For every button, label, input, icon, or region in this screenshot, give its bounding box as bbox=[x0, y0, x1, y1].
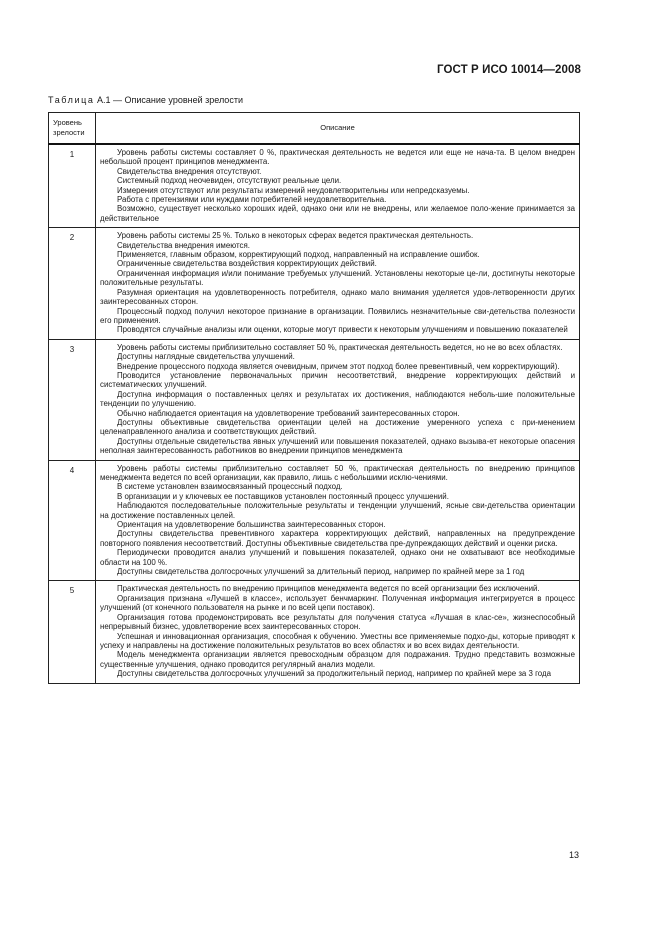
maturity-level-cell: 5 bbox=[49, 581, 96, 683]
caption-title: Описание уровней зрелости bbox=[124, 95, 243, 105]
description-paragraph: Ограниченные свидетельства воздействия корректирующих действий. bbox=[117, 259, 377, 269]
description-paragraph: Уровень работы системы 25 %. Только в некоторых сферах ведется практическая деятельность. bbox=[117, 231, 474, 241]
description-paragraph: Обычно наблюдается ориентация на удовлетворение требований заинтересованных сторон. bbox=[117, 408, 460, 418]
description-paragraph: Работа с претензиями или нуждами потребителей неудовлетворительна. bbox=[117, 195, 387, 205]
caption-number: А.1 — bbox=[94, 95, 125, 105]
maturity-level-cell: 3 bbox=[49, 339, 96, 460]
description-paragraph: Уровень работы системы приблизительно составляет 50 %, практическая деятельность ведется, но не во всех областях. bbox=[117, 342, 563, 352]
maturity-level-cell: 4 bbox=[49, 460, 96, 581]
column-header-level-line1: Уровень bbox=[53, 118, 82, 127]
maturity-level-cell: 2 bbox=[49, 228, 96, 339]
description-paragraph: Разумная ориентация на удовлетворенность потребителя, однако мало внимания уделяется удов-летворенности других заинтересованных сторон. bbox=[100, 287, 575, 307]
description-paragraph: Уровень работы системы приблизительно составляет 50 %, практическая деятельность по внедрению принципов менеджмента ведется по всей организации, как правило, лишь с небольшими исклю-чениями. bbox=[100, 463, 575, 482]
description-cell bbox=[96, 228, 580, 339]
description-paragraph: Ориентация на удовлетворение большинства заинтересованных сторон. bbox=[117, 520, 386, 530]
page-number: 13 bbox=[568, 850, 579, 860]
description-paragraph: Проводятся случайные анализы или оценки, которые могут привести к некоторым улучшениям и повышению показателей bbox=[117, 325, 568, 335]
description-paragraph: В организации и у ключевых ее поставщиков установлен постоянный процесс улучшений. bbox=[117, 491, 449, 501]
description-paragraph: В системе установлен взаимосвязанный процессный подход. bbox=[117, 482, 343, 492]
description-paragraph: Организация готова продемонстрировать все результаты для получения статуса «Лучшая в клас-се», жизнеспособный непрерывный бизнес, удовлетворение всех заинтересованных сторон. bbox=[100, 612, 575, 632]
table-row bbox=[49, 581, 580, 683]
description-paragraph: Проводится установление первоначальных причин несоответствий, внедрение корректирующих действий и систематических улучшений. bbox=[100, 370, 575, 390]
description-paragraph: Доступны объективные свидетельства ориентации целей на достижение умеренного успеха с при-менением целенаправленного анализа и соответствующих действий. bbox=[100, 417, 575, 437]
table-row bbox=[49, 228, 580, 339]
table-header-row bbox=[49, 113, 580, 145]
description-paragraph: Успешная и инновационная организация, способная к обучению. Уместны все применяемые подхо-ды, которые приводят к успеху и направлены на достижение положительных результатов во всех областях и во всех видах деятельности. bbox=[100, 631, 575, 650]
description-paragraph: Доступны отдельные свидетельства явных улучшений или повышения показателей, однако вызыва-ет некоторые опасения неполная заинтересованность работников во внедрении принципов менеджмента bbox=[100, 436, 575, 456]
description-paragraph: Наблюдаются последовательные положительные результаты и тенденции улучшений, ясные сви-детельства ориентации на достижение поставленных целей. bbox=[100, 501, 575, 520]
description-paragraph: Возможно, существует несколько хороших идей, однако они или не внедрены, или желаемое поло-жение принимается за действительное bbox=[100, 204, 575, 223]
description-paragraph: Уровень работы системы составляет 0 %, практическая деятельность не ведется или еще не нача-та. В целом внедрен небольшой процент принципов менеджмента. bbox=[100, 148, 575, 167]
description-paragraph: Свидетельства внедрения имеются. bbox=[117, 240, 250, 250]
description-cell bbox=[96, 581, 580, 683]
description-paragraph: Модель менеджмента организации является превосходным образцом для подражания. Трудно представить возможные существенные улучшения, однако проводится регулярный анализ модели. bbox=[100, 650, 575, 669]
description-paragraph: Периодически проводится анализ улучшений и повышения показателей, однако они не охватывают все необходимые области на 100 %. bbox=[100, 548, 575, 567]
description-paragraph: Организация признана «Лучшей в классе», использует бенчмаркинг. Полученная информация интегрируется в процесс улучшений (от конечного пользователя на рынке и по всей цепи поставок). bbox=[100, 593, 575, 613]
description-paragraph: Процессный подход получил некоторое признание в организации. Появились незначительные сви-детельства полезности его применения. bbox=[100, 306, 575, 325]
description-paragraph: Свидетельства внедрения отсутствуют. bbox=[117, 166, 262, 176]
description-paragraph: Системный подход неочевиден, отсутствуют реальные цели. bbox=[117, 176, 342, 186]
description-paragraph: Применяется, главным образом, корректирующий подход, направленный на исправление ошибок. bbox=[117, 250, 480, 260]
description-paragraph: Доступна информация о поставленных целях и результатах их достижения, наблюдаются неболь-шие положительные тенденции по улучшению. bbox=[100, 389, 575, 409]
description-paragraph: Доступны свидетельства долгосрочных улучшений за длительный период, например по крайней мере за 1 год bbox=[117, 567, 525, 577]
table-row bbox=[49, 339, 580, 460]
column-header-level bbox=[49, 113, 96, 145]
column-header-description: Описание bbox=[96, 113, 580, 145]
column-header-level-line2: зрелости bbox=[53, 128, 85, 137]
caption-label: Таблица bbox=[48, 95, 95, 105]
description-paragraph: Доступны свидетельства превентивного характера корректирующих действий, направленных на предупреждение повторного появления несоответствий. Доступны объективные свидетельства пре-дупреждающих действий и оценки риска. bbox=[100, 529, 575, 548]
description-cell bbox=[96, 339, 580, 460]
table-body bbox=[49, 144, 580, 683]
description-paragraph: Ограниченная информация и/или понимание требуемых улучшений. Установлены некоторые це-ли, достигнуты некоторые положительные результаты. bbox=[100, 268, 575, 288]
maturity-level-cell: 1 bbox=[49, 144, 96, 228]
description-paragraph: Доступны свидетельства долгосрочных улучшений за продолжительный период, например по крайней мере за 3 года bbox=[117, 669, 552, 679]
description-cell bbox=[96, 460, 580, 581]
description-paragraph: Измерения отсутствуют или результаты измерений неудовлетворительны или непредсказуемы. bbox=[117, 185, 470, 195]
table-caption bbox=[48, 95, 243, 105]
table-row bbox=[49, 144, 580, 228]
document-header: ГОСТ Р ИСО 10014—2008 bbox=[436, 64, 581, 76]
description-cell bbox=[96, 144, 580, 228]
description-paragraph: Внедрение процессного подхода является очевидным, причем этот подход более превентивный, чем корректирующий). bbox=[117, 361, 560, 371]
maturity-levels-table bbox=[48, 112, 580, 684]
description-paragraph: Практическая деятельность по внедрению принципов менеджмента ведется по всей организации без исключений. bbox=[117, 584, 540, 594]
table-row bbox=[49, 460, 580, 581]
description-paragraph: Доступны наглядные свидетельства улучшений. bbox=[117, 352, 295, 362]
